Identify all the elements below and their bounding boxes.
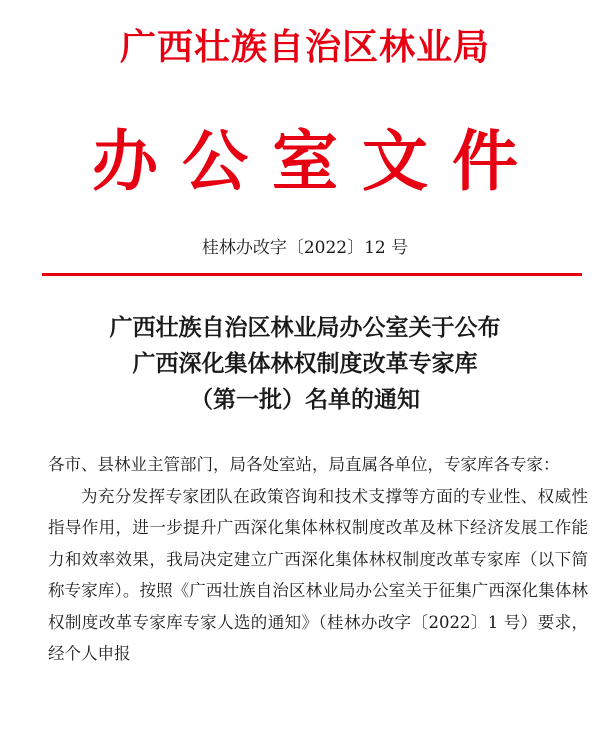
red-separator-line <box>42 273 582 276</box>
document-type-heading: 办公室文件 <box>92 122 542 200</box>
title-line: （第一批）名单的通知 <box>190 386 420 413</box>
salutation: 各市、县林业主管部门，局各处室站，局直属各单位，专家库各专家： <box>48 455 560 474</box>
title-line: 广西深化集体林权制度改革专家库 <box>132 350 478 377</box>
notice-title <box>0 310 610 418</box>
document-number: 桂林办改字〔2022〕12 号 <box>201 238 409 258</box>
issuing-authority: 广西壮族自治区林业局 <box>119 26 490 68</box>
body-paragraph: 为充分发挥专家团队在政策咨询和技术支撑等方面的专业性、权威性指导作用，进一步提升广西深化集体林权制度改革及林下经济发展工作能力和效率效果，我局决定建立广西深化集体林权制度改革专家库（以下简称专家库）。按照《广西壮族自治区林业局办公室关于征集广西深化集体林权制度改革专家库专家人选的通知》（桂林办改字〔2022〕1 号）要求，经个人申报 <box>48 486 588 663</box>
title-line: 广西壮族自治区林业局办公室关于公布 <box>109 314 501 341</box>
document-body <box>48 449 588 670</box>
